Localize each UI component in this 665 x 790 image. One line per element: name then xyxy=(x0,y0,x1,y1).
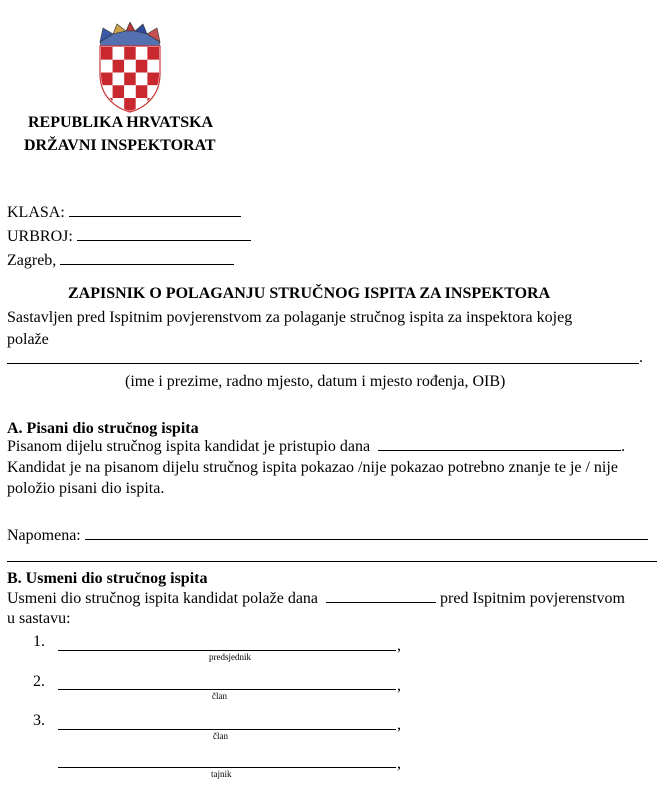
note-second-line[interactable] xyxy=(7,561,657,562)
klasa-input-line[interactable] xyxy=(69,204,241,217)
member-role: predsjednik xyxy=(209,652,251,662)
member-comma: , xyxy=(397,677,401,694)
zagreb-date-line[interactable] xyxy=(60,252,234,265)
member-role: član xyxy=(213,731,228,741)
member-signature-line[interactable] xyxy=(58,689,396,690)
urbroj-label: URBROJ: xyxy=(7,228,73,245)
zagreb-label: Zagreb, xyxy=(7,252,57,269)
klasa-label: KLASA: xyxy=(7,204,65,221)
section-b-line-2: u sastavu: xyxy=(7,610,71,627)
member-number: 2. xyxy=(33,673,45,690)
intro-line-2: polaže xyxy=(7,331,49,348)
section-a-dot: . xyxy=(621,438,626,455)
candidate-line-dot: . xyxy=(639,349,643,366)
member-comma: , xyxy=(397,755,401,772)
urbroj-input-line[interactable] xyxy=(77,228,251,241)
note-input-line[interactable] xyxy=(85,527,648,540)
intro-line-1: Sastavljen pred Ispitnim povjerenstvom za polaganje stručnog ispita za inspektora kojeg xyxy=(7,309,573,326)
urbroj-field[interactable] xyxy=(7,227,251,247)
written-exam-date-line[interactable] xyxy=(378,438,621,451)
member-role: tajnik xyxy=(211,769,232,779)
note-label: Napomena: xyxy=(7,527,81,544)
member-comma: , xyxy=(397,637,401,654)
member-number: 1. xyxy=(33,633,45,650)
member-number: 3. xyxy=(33,712,45,729)
candidate-caption: (ime i prezime, radno mjesto, datum i mjesto rođenja, OIB) xyxy=(125,373,506,390)
section-a-line-2: Kandidat je na pisanom dijelu stručnog ispita pokazao /nije pokazao potrebno znanje te je / nije xyxy=(7,459,618,476)
section-b-line-1 xyxy=(7,589,625,609)
member-signature-line[interactable] xyxy=(58,767,396,768)
candidate-line[interactable] xyxy=(7,363,639,364)
section-a-line-1 xyxy=(7,437,625,457)
member-comma: , xyxy=(397,716,401,733)
section-b-text-a: Usmeni dio stručnog ispita kandidat polaže dana xyxy=(7,590,319,607)
section-a-line-3: položio pisani dio ispita. xyxy=(7,480,165,497)
section-b-text-b: pred Ispitnim povjerenstvom xyxy=(440,590,625,607)
member-role: član xyxy=(212,691,227,701)
zagreb-field[interactable] xyxy=(7,251,234,271)
note-field[interactable] xyxy=(7,526,648,546)
member-signature-line[interactable] xyxy=(58,729,396,730)
oral-exam-date-line[interactable] xyxy=(326,590,436,603)
section-b-heading: B. Usmeni dio stručnog ispita xyxy=(7,570,208,587)
klasa-field[interactable] xyxy=(7,203,241,223)
coat-of-arms-icon xyxy=(97,22,163,114)
inspectorate-name: DRŽAVNI INSPEKTORAT xyxy=(24,137,216,154)
section-a-heading: A. Pisani dio stručnog ispita xyxy=(7,420,199,437)
republic-name: REPUBLIKA HRVATSKA xyxy=(28,114,214,131)
document-title: ZAPISNIK O POLAGANJU STRUČNOG ISPITA ZA INSPEKTORA xyxy=(68,285,551,302)
member-signature-line[interactable] xyxy=(58,650,396,651)
section-a-text: Pisanom dijelu stručnog ispita kandidat je pristupio dana xyxy=(7,438,371,455)
